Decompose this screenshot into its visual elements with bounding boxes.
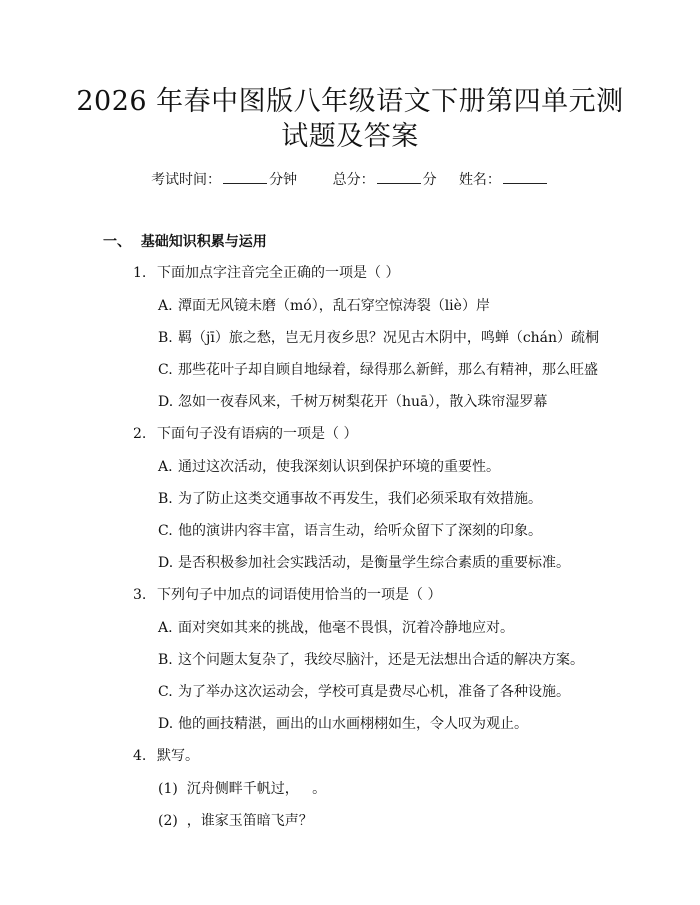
option-label: C. (158, 523, 173, 539)
option-label: C. (158, 684, 173, 700)
fill-item-1: (1) 沉舟侧畔千帆过， 。 (158, 781, 327, 797)
option-text: 为了防止这类交通事故不再发生，我们必须采取有效措施。 (178, 491, 542, 507)
option-label: C. (158, 362, 173, 378)
time-blank (223, 171, 267, 184)
option-3a (158, 617, 514, 637)
option-text: 他的画技精湛，画出的山水画栩栩如生，令人叹为观止。 (178, 716, 528, 732)
page-title-line2: 试题及答案 (281, 121, 419, 152)
section-heading: 一、 基础知识积累与运用 (103, 234, 267, 250)
question-text: 下面句子没有语病的一项是（ ） (157, 426, 358, 442)
option-label: D. (158, 394, 174, 410)
question-number: 2. (133, 426, 147, 442)
score-label: 总分： (332, 172, 375, 188)
time-label: 考试时间： (151, 172, 222, 188)
option-3b (158, 649, 584, 669)
name-blank (503, 171, 547, 184)
option-text: 这个问题太复杂了，我绞尽脑汁，还是无法想出合适的解决方案。 (178, 652, 584, 668)
option-text: 那些花叶子却自顾自地绿着，绿得那么新鲜，那么有精神，那么旺盛 (178, 362, 598, 378)
option-label: B. (158, 491, 173, 507)
question-number: 1. (133, 265, 147, 281)
option-label: A. (158, 298, 173, 314)
question-3 (133, 584, 441, 604)
option-text: 他的演讲内容丰富，语言生动，给听众留下了深刻的印象。 (178, 523, 542, 539)
question-2 (133, 423, 357, 443)
score-blank (377, 171, 421, 184)
option-label: D. (158, 555, 174, 571)
option-text: 忽如一夜春风来，千树万树梨花开（huā），散入珠帘湿罗幕 (178, 394, 548, 410)
option-2c (158, 520, 542, 540)
option-text: 潭面无风镜未磨（mó），乱石穿空惊涛裂（liè）岸 (178, 298, 490, 314)
option-text: 羁（jī）旅之愁，岂无月夜乡思？况见古木阴中，鸣蝉（chán）疏桐 (178, 330, 600, 346)
question-1 (133, 262, 399, 282)
option-label: D. (158, 716, 174, 732)
question-text: 默写。 (157, 748, 199, 764)
option-text: 面对突如其来的挑战，他毫不畏惧，沉着冷静地应对。 (178, 620, 514, 636)
option-2a (158, 456, 500, 476)
option-3d (158, 713, 528, 733)
question-text: 下面加点字注音完全正确的一项是（ ） (157, 265, 400, 281)
option-label: B. (158, 330, 173, 346)
page-title-line1: 2026 年春中图版八年级语文下册第四单元测 (76, 86, 624, 117)
option-1c (158, 359, 598, 379)
score-unit: 分 (422, 172, 437, 188)
question-4 (133, 745, 199, 765)
option-label: B. (158, 652, 173, 668)
option-2b (158, 488, 542, 508)
fill-item-2: (2) ，谁家玉笛暗飞声？ (158, 813, 313, 829)
option-2d (158, 552, 570, 572)
option-1a (158, 295, 490, 315)
name-label: 姓名： (458, 172, 501, 188)
option-text: 是否积极参加社会实践活动，是衡量学生综合素质的重要标准。 (178, 555, 570, 571)
option-1d (158, 391, 547, 411)
option-label: A. (158, 459, 173, 475)
option-3c (158, 681, 570, 701)
exam-meta (0, 169, 700, 189)
option-1b (158, 327, 599, 347)
option-text: 通过这次活动，使我深刻认识到保护环境的重要性。 (178, 459, 500, 475)
question-number: 4. (133, 748, 147, 764)
option-text: 为了举办这次运动会，学校可真是费尽心机，准备了各种设施。 (178, 684, 570, 700)
time-unit: 分钟 (269, 172, 298, 188)
option-label: A. (158, 620, 173, 636)
question-number: 3. (133, 587, 147, 603)
question-text: 下列句子中加点的词语使用恰当的一项是（ ） (157, 587, 442, 603)
